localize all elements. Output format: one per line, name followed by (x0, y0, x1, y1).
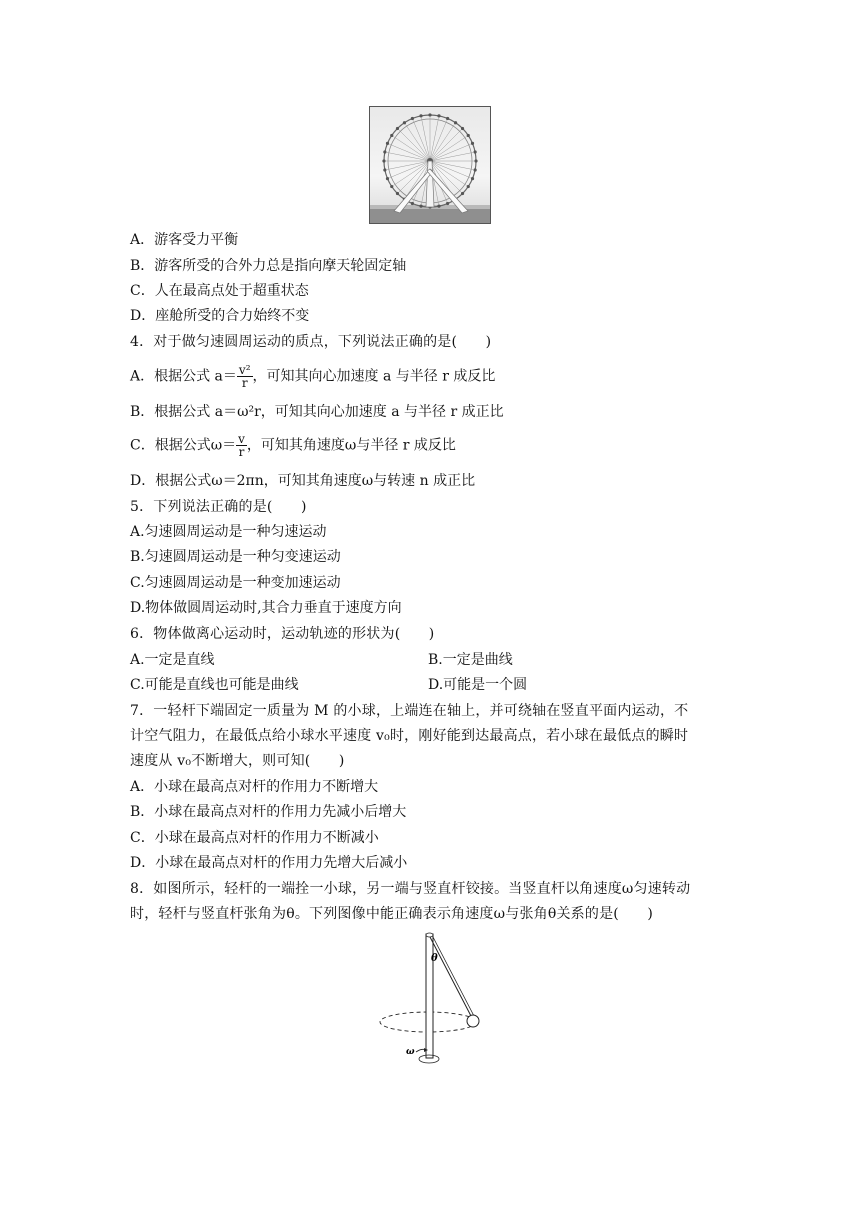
q7-option-b: B．小球在最高点对杆的作用力先减小后增大 (130, 804, 407, 820)
q4-a-denominator: r (241, 376, 248, 390)
q5-option-a: A.匀速圆周运动是一种匀速运动 (130, 524, 327, 540)
rotating-rod-figure (372, 928, 488, 1070)
q7-stem-line-2: 计空气阻力，在最低点给小球水平速度 v₀时，刚好能到达最高点，若小球在最低点的瞬时 (130, 728, 689, 744)
omega-label: ω (406, 1047, 415, 1057)
q3-option-a: A．游客受力平衡 (130, 232, 239, 248)
q7-option-d: D．小球在最高点对杆的作用力先增大后减小 (130, 855, 408, 871)
q7-option-a: A．小球在最高点对杆的作用力不断增大 (130, 779, 379, 795)
q7-stem-line-1: 7．一轻杆下端固定一质量为 M 的小球，上端连在轴上，并可绕轴在竖直平面内运动，不 (130, 703, 689, 719)
theta-label: θ (431, 953, 438, 964)
q6-option-b: B.一定是曲线 (428, 652, 513, 668)
q4-option-c (130, 433, 456, 458)
q8-stem-line-1: 8．如图所示，轻杆的一端拴一小球，另一端与竖直杆铰接。当竖直杆以角速度ω匀速转动 (130, 881, 691, 897)
q4-a-prefix: A．根据公式 a＝ (130, 368, 237, 385)
q4-c-denominator: r (238, 445, 245, 459)
q7-stem-line-3: 速度从 v₀不断增大，则可知( ) (130, 753, 345, 769)
q4-option-a (130, 364, 495, 389)
q5-option-b: B.匀速圆周运动是一种匀变速运动 (130, 549, 341, 565)
q4-c-prefix: C．根据公式ω＝ (130, 437, 237, 454)
q6-option-a: A.一定是直线 (130, 652, 215, 668)
light-rod (430, 937, 471, 1016)
q6-option-c: C.可能是直线也可能是曲线 (130, 677, 299, 693)
q4-a-fraction (237, 364, 253, 389)
q3-option-c: C．人在最高点处于超重状态 (130, 283, 309, 299)
q5-option-c: C.匀速圆周运动是一种变加速运动 (130, 575, 341, 591)
q4-c-numerator: v (238, 432, 245, 446)
ferris-wheel-drawing (370, 107, 490, 223)
q5-stem: 5．下列说法正确的是( ) (130, 499, 307, 515)
q4-stem: 4．对于做匀速圆周运动的质点，下列说法正确的是( ) (130, 334, 492, 350)
q3-option-b: B．游客所受的合外力总是指向摩天轮固定轴 (130, 258, 407, 274)
q4-option-d: D．根据公式ω＝2πn，可知其角速度ω与转速 n 成正比 (130, 473, 476, 489)
q5-option-d: D.物体做圆周运动时,其合力垂直于速度方向 (130, 600, 402, 616)
q7-option-c: C．小球在最高点对杆的作用力不断减小 (130, 830, 379, 846)
small-ball (467, 1015, 479, 1027)
q6-option-d: D.可能是一个圆 (428, 677, 528, 693)
q4-c-suffix: ，可知其角速度ω与半径 r 成反比 (246, 437, 456, 454)
q6-stem: 6．物体做离心运动时，运动轨迹的形状为( ) (130, 626, 435, 642)
q8-stem-line-2: 时，轻杆与竖直杆张角为θ。下列图像中能正确表示角速度ω与张角θ关系的是( ) (130, 906, 653, 922)
q3-option-d: D．座舱所受的合力始终不变 (130, 308, 310, 324)
q4-c-fraction (236, 433, 247, 458)
q4-option-b: B．根据公式 a＝ω²r，可知其向心加速度 a 与半径 r 成正比 (130, 404, 504, 420)
ferris-wheel-image (369, 106, 491, 224)
q4-a-numerator: v² (238, 363, 251, 377)
q4-a-suffix: ，可知其向心加速度 a 与半径 r 成反比 (252, 368, 496, 385)
